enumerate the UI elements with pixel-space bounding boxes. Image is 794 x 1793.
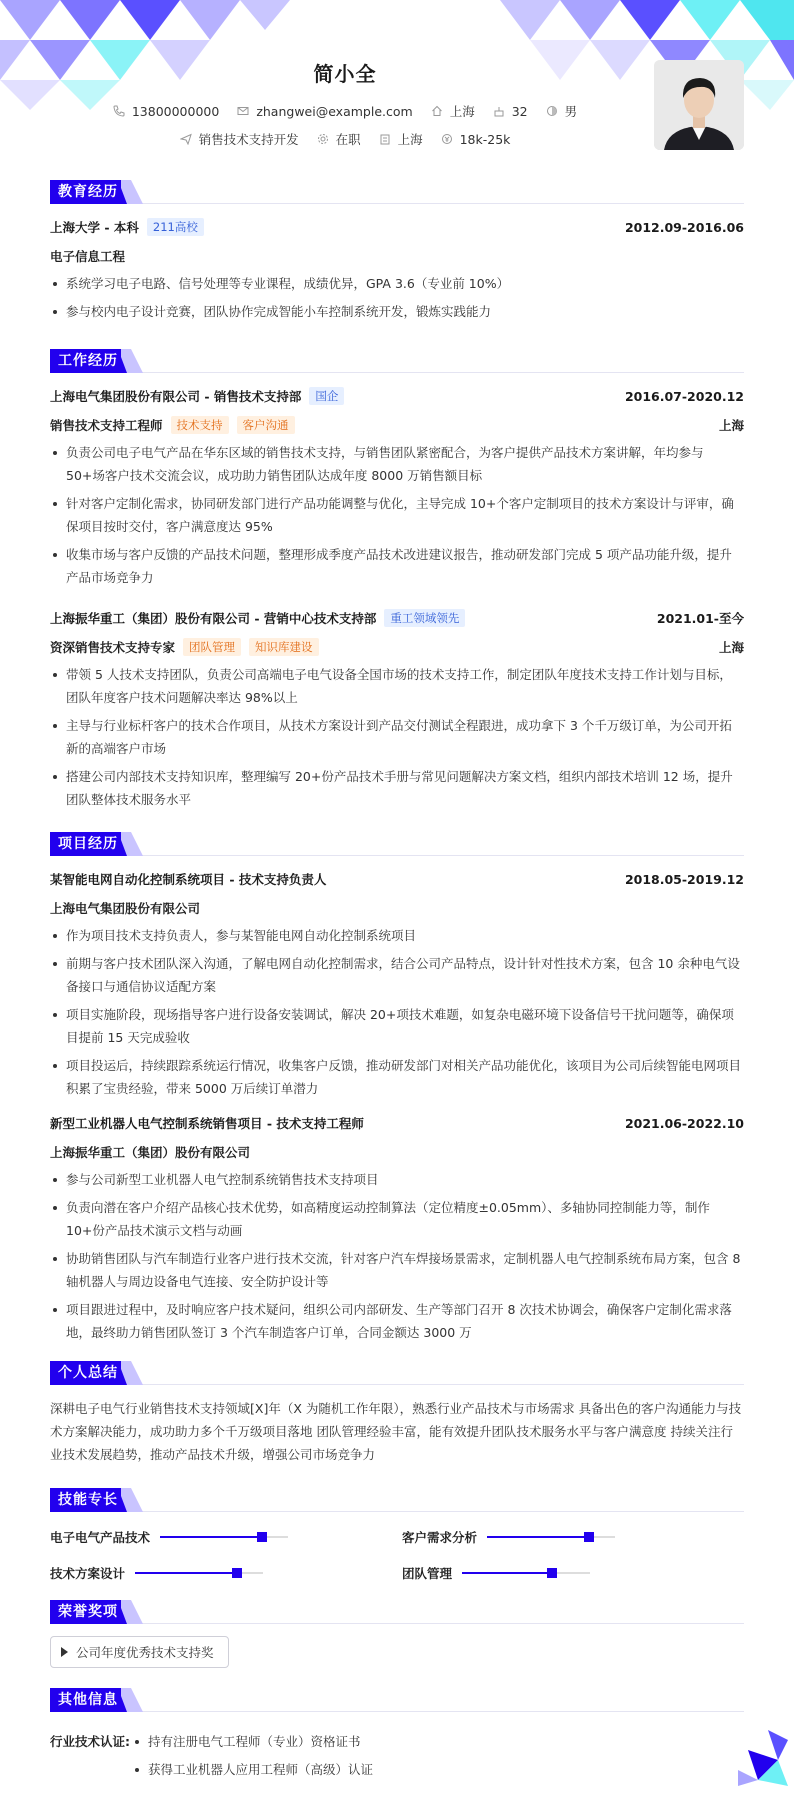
list-item: 系统学习电子电路、信号处理等专业课程，成绩优异，GPA 3.6（专业前 10%） (50, 272, 744, 295)
skill-bar-knob (257, 1532, 267, 1542)
list-item: 项目实施阶段，现场指导客户进行设备安装调试，解决 20+项技术难题，如复杂电磁环境下设备信号干扰问题等，确保项目提前 15 天完成验收 (50, 1003, 744, 1049)
honor-item (50, 1636, 229, 1668)
skill-item (50, 1528, 288, 1546)
skills-section (50, 1488, 744, 1600)
job-role: 资深销售技术支持专家 (50, 640, 176, 655)
other-section (50, 1688, 744, 1786)
project-date: 2018.05-2019.12 (624, 871, 744, 887)
section-title: 教育经历 (50, 180, 127, 204)
project-entry (50, 868, 744, 1100)
company-name: 上海振华重工（集团）股份有限公司 - 营销中心技术支持部 (50, 611, 377, 626)
section-title: 技能专长 (50, 1488, 127, 1512)
skill-tag: 技术支持 (171, 416, 229, 434)
education-entry-header (50, 216, 744, 238)
school-tag: 211高校 (147, 218, 204, 236)
employment-status: 在职 (335, 132, 361, 147)
list-item: 参与公司新型工业机器人电气控制系统销售技术支持项目 (50, 1168, 744, 1191)
title-tail-decoration (121, 1600, 147, 1624)
contact-row (0, 102, 690, 120)
list-item: 协助销售团队与汽车制造行业客户进行技术交流，针对客户汽车焊接场景需求，定制机器人电气控制系统布局方案，包含 8 轴机器人与周边设备电气连接、安全防护设计等 (50, 1247, 744, 1293)
title-tail-decoration (121, 1361, 147, 1385)
company-name: 上海电气集团股份有限公司 - 销售技术支持部 (50, 389, 302, 404)
list-item: 针对客户定制化需求，协同研发部门进行产品功能调整与优化，主导完成 10+个客户定制项目的技术方案设计与评审，确保项目按时交付，客户满意度达 95% (50, 492, 744, 538)
skill-name: 客户需求分析 (402, 1530, 478, 1545)
title-tail-decoration (121, 1488, 147, 1512)
company-tag: 重工领域领先 (384, 609, 465, 627)
work-section (50, 349, 744, 816)
gear-icon (317, 133, 329, 145)
skill-bar (487, 1536, 615, 1538)
profile-photo (654, 60, 744, 150)
skill-item (402, 1564, 590, 1582)
gender: 男 (564, 104, 578, 119)
job-date: 2016.07-2020.12 (624, 388, 744, 404)
skill-name: 技术方案设计 (50, 1566, 126, 1581)
job-entry (50, 385, 744, 589)
list-item: 收集市场与客户反馈的产品技术问题，整理形成季度产品技术改进建议报告，推动研发部门完成 5 项产品功能升级，提升产品市场竞争力 (50, 543, 744, 589)
list-item: 项目跟进过程中，及时响应客户技术疑问，组织公司内部研发、生产等部门召开 8 次技术协调会，确保客户定制化需求落地，最终助力销售团队签订 3 个汽车制造客户订单，合同金额达 3000 万 (50, 1298, 744, 1344)
resume-header (0, 0, 794, 170)
list-item: 主导与行业标杆客户的技术合作项目，从技术方案设计到产品交付测试全程跟进，成功拿下 3 个千万级订单，为公司开拓新的高端客户市场 (50, 714, 744, 760)
job-date: 2021.01-至今 (656, 611, 744, 626)
other-label: 行业技术认证: (50, 1734, 130, 1749)
major: 电子信息工程 (50, 249, 126, 264)
project-company: 上海电气集团股份有限公司 (50, 901, 201, 916)
skill-name: 团队管理 (402, 1566, 453, 1581)
title-tail-decoration (121, 349, 147, 373)
section-title: 其他信息 (50, 1688, 127, 1712)
skill-bar (135, 1572, 263, 1574)
project-date: 2021.06-2022.10 (624, 1115, 744, 1131)
email-address: zhangwei@example.com (256, 103, 413, 119)
job-role: 销售技术支持工程师 (50, 418, 163, 433)
skill-bar-fill (160, 1536, 262, 1538)
skill-bar (160, 1536, 288, 1538)
building-icon (379, 133, 391, 145)
list-item: 作为项目技术支持负责人，参与某智能电网自动化控制系统项目 (50, 924, 744, 947)
skills-grid (50, 1524, 744, 1600)
skill-bar (462, 1572, 590, 1574)
job-intent-row (0, 130, 690, 148)
target-position: 销售技术支持开发 (198, 132, 299, 147)
job-location: 上海 (718, 418, 744, 433)
skill-name: 电子电气产品技术 (50, 1530, 151, 1545)
list-item: 负责向潜在客户介绍产品核心技术优势，如高精度运动控制算法（定位精度±0.05mm）、多轴协同控制能力等，制作 10+份产品技术演示文档与动画 (50, 1196, 744, 1242)
section-title: 工作经历 (50, 349, 127, 373)
company-tag: 国企 (309, 387, 344, 405)
send-icon (180, 133, 192, 145)
skill-bar-knob (547, 1568, 557, 1578)
projects-section (50, 832, 744, 1349)
target-city: 上海 (397, 132, 423, 147)
list-item: 获得工业机器人应用工程师（高级）认证 (132, 1758, 373, 1781)
gender-icon (546, 105, 558, 117)
email-icon (237, 105, 249, 117)
project-name: 新型工业机器人电气控制系统销售项目 - 技术支持工程师 (50, 1116, 364, 1131)
skill-item (50, 1564, 263, 1582)
project-company: 上海振华重工（集团）股份有限公司 (50, 1145, 251, 1160)
skill-bar-fill (487, 1536, 589, 1538)
summary-section (50, 1361, 744, 1466)
age: 32 (511, 103, 528, 119)
honors-section (50, 1600, 744, 1668)
list-item: 参与校内电子设计竞赛，团队协作完成智能小车控制系统开发，锻炼实践能力 (50, 300, 744, 323)
skill-tag: 团队管理 (183, 638, 241, 656)
phone-icon (113, 105, 125, 117)
job-entry (50, 607, 744, 811)
skill-bar-fill (462, 1572, 552, 1574)
honor-name: 公司年度优秀技术支持奖 (76, 1645, 214, 1660)
skill-tag: 客户沟通 (237, 416, 295, 434)
list-item: 前期与客户技术团队深入沟通，了解电网自动化控制需求，结合公司产品特点，设计针对性技术方案，包含 10 余种电气设备接口与通信协议适配方案 (50, 952, 744, 998)
section-title: 项目经历 (50, 832, 127, 856)
current-city: 上海 (449, 104, 475, 119)
skill-item (402, 1528, 615, 1546)
title-tail-decoration (121, 180, 147, 204)
list-item: 项目投运后，持续跟踪系统运行情况，收集客户反馈，推动研发部门对相关产品功能优化，该项目为公司后续智能电网项目积累了宝贵经验，带来 5000 万后续订单潜力 (50, 1054, 744, 1100)
skill-bar-fill (135, 1572, 237, 1574)
skill-bar-knob (584, 1532, 594, 1542)
list-item: 带领 5 人技术支持团队，负责公司高端电子电气设备全国市场的技术支持工作，制定团队年度技术支持工作计划与目标，团队年度客户技术问题解决率达 98%以上 (50, 663, 744, 709)
education-bullets (50, 272, 744, 323)
list-item: 搭建公司内部技术支持知识库，整理编写 20+份产品技术手册与常见问题解决方案文档，组织内部技术培训 12 场，提升团队整体技术服务水平 (50, 765, 744, 811)
education-date: 2012.09-2016.06 (624, 219, 744, 235)
corner-decoration (738, 1730, 788, 1786)
cake-icon (493, 105, 505, 117)
candidate-name: 简小全 (313, 62, 377, 86)
project-entry (50, 1112, 744, 1344)
section-title: 荣誉奖项 (50, 1600, 127, 1624)
school-name: 上海大学 - 本科 (50, 220, 139, 235)
salary-icon (441, 133, 453, 145)
list-item: 持有注册电气工程师（专业）资格证书 (132, 1730, 373, 1753)
project-name: 某智能电网自动化控制系统项目 - 技术支持负责人 (50, 872, 327, 887)
home-icon (431, 105, 443, 117)
title-tail-decoration (121, 832, 147, 856)
phone-number: 13800000000 (131, 103, 220, 119)
skill-bar-knob (232, 1568, 242, 1578)
job-location: 上海 (718, 640, 744, 655)
education-section (50, 180, 744, 328)
summary-text: 深耕电子电气行业销售技术支持领域[X]年（X 为随机工作年限），熟悉行业产品技术与市场需求 具备出色的客户沟通能力与技术方案解决能力，成功助力多个千万级项目落地 团队管理经验丰富，能有效提升团队技术服务水平与客户满意度 持续关注行业技术发展趋势，推动产品技术升级，增强公司市场竞争力 (50, 1401, 742, 1462)
expected-salary: 18k-25k (459, 131, 511, 147)
section-title: 个人总结 (50, 1361, 127, 1385)
list-item: 负责公司电子电气产品在华东区域的销售技术支持，与销售团队紧密配合，为客户提供产品技术方案讲解，年均参与 50+场客户技术交流会议，成功助力销售团队达成年度 8000 万销售额目标 (50, 441, 744, 487)
title-tail-decoration (121, 1688, 147, 1712)
play-triangle-icon (61, 1647, 68, 1657)
skill-tag: 知识库建设 (249, 638, 319, 656)
